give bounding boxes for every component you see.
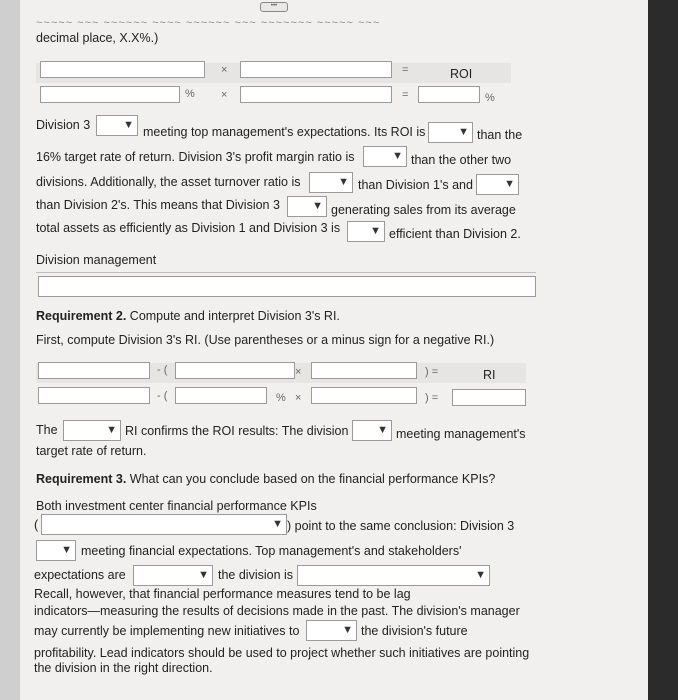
right-margin — [648, 0, 678, 700]
ri-sign-dropdown[interactable] — [63, 420, 121, 441]
expectations-dropdown[interactable] — [133, 565, 213, 586]
ri-label: RI — [483, 368, 496, 382]
chevron-down-icon: ▼ — [342, 624, 353, 636]
close-equals: ) = — [425, 366, 439, 378]
chevron-down-icon: ▼ — [61, 544, 72, 556]
text: than Division 1's and — [358, 178, 473, 192]
text: the division in the right direction. — [34, 661, 213, 675]
text: indicators—measuring the results of decisions made in the past. The division's manager — [34, 604, 520, 618]
percent-sign: % — [485, 92, 495, 104]
roi-label: ROI — [450, 67, 473, 81]
roi-compare-dropdown[interactable] — [428, 122, 473, 143]
initiatives-dropdown[interactable] — [306, 620, 357, 641]
average-assets-input[interactable] — [311, 387, 417, 404]
text: the division is — [218, 568, 294, 582]
chevron-down-icon: ▼ — [123, 119, 134, 131]
text: meeting financial expectations. Top management's and stakeholders' — [81, 544, 462, 558]
chevron-down-icon: ▼ — [392, 150, 403, 162]
text: Both investment center financial performance KPIs — [36, 499, 317, 513]
close-equals: ) = — [425, 392, 439, 404]
efficiency-dropdown[interactable] — [347, 221, 385, 242]
asset-turnover-input[interactable] — [240, 86, 392, 103]
ri-label-input-1[interactable] — [38, 362, 150, 379]
profit-margin-input[interactable] — [40, 86, 180, 103]
requirement-3-text: What can you conclude based on the financial performance KPIs? — [126, 472, 496, 486]
minus-paren: - ( — [157, 364, 168, 376]
chevron-down-icon: ▼ — [272, 518, 283, 530]
more-button[interactable]: ••• — [260, 2, 288, 12]
text: than the — [477, 128, 523, 142]
equals-sign: = — [402, 89, 409, 101]
text: meeting management's — [396, 427, 526, 441]
equals-sign: = — [402, 64, 409, 76]
roi-turnover-label-input[interactable] — [240, 61, 392, 78]
ri-label-input-2[interactable] — [175, 362, 295, 379]
turnover-compare-dropdown-2[interactable] — [476, 174, 519, 195]
text: target rate of return. — [36, 444, 147, 458]
text: profitability. Lead indicators should be used to project whether such initiatives are pointing — [34, 646, 530, 660]
text: efficient than Division 2. — [389, 227, 521, 241]
text: than Division 2's. This means that Division 3 — [36, 198, 280, 212]
text: meeting top management's expectations. Its ROI is — [143, 125, 426, 139]
ri-label-input-3[interactable] — [311, 362, 417, 379]
generating-dropdown[interactable] — [287, 196, 327, 217]
chevron-down-icon: ▼ — [338, 176, 349, 188]
times-sign: × — [221, 89, 228, 101]
text: generating sales from its average — [331, 203, 516, 217]
roi-input[interactable] — [418, 86, 480, 103]
text: than the other two — [411, 153, 512, 167]
text: RI confirms the ROI results: The division — [125, 424, 349, 438]
turnover-compare-dropdown-1[interactable] — [309, 172, 353, 193]
meeting-dropdown[interactable] — [96, 115, 138, 136]
left-margin — [0, 0, 20, 700]
percent-sign: % — [185, 88, 195, 100]
chevron-down-icon: ▼ — [106, 424, 117, 436]
times-sign: × — [295, 392, 302, 404]
percent-sign: % — [276, 392, 286, 404]
text: may currently be implementing new initiatives to — [34, 624, 300, 638]
chevron-down-icon: ▼ — [377, 424, 388, 436]
ri-input[interactable] — [452, 389, 526, 406]
roi-margin-label-input[interactable] — [40, 61, 205, 78]
requirement-3-label: Requirement 3. — [36, 472, 127, 486]
paren: ( — [34, 518, 39, 532]
times-sign: × — [295, 366, 302, 378]
text: 16% target rate of return. Division 3's profit margin ratio is — [36, 150, 355, 164]
text: the division's future — [361, 624, 468, 638]
division-management-label: Division management — [36, 253, 157, 267]
minus-paren: - ( — [157, 390, 168, 402]
requirement-2-title — [36, 309, 340, 324]
chevron-down-icon: ▼ — [370, 225, 381, 237]
text: ) point to the same conclusion: Division 3 — [287, 519, 515, 533]
target-rate-input[interactable] — [175, 387, 267, 404]
faded-text: ~~~~~ ~~~ ~~~~~~ ~~~~ ~~~~~~ ~~~ ~~~~~~~ ~~~~~ ~~~ — [36, 17, 381, 29]
chevron-down-icon: ▼ — [458, 126, 469, 138]
chevron-down-icon: ▼ — [312, 200, 323, 212]
division-management-input[interactable] — [38, 276, 536, 297]
requirement-2-label: Requirement 2. — [36, 309, 127, 323]
requirement-2-text: Compute and interpret Division 3's RI. — [126, 309, 340, 323]
requirement-2-instruction: First, compute Division 3's RI. (Use parentheses or a minus sign for a negative RI.) — [36, 333, 495, 347]
text: total assets as efficiently as Division 1 and Division 3 is — [36, 221, 341, 235]
text: divisions. Additionally, the asset turnover ratio is — [36, 175, 301, 189]
requirement-3-title — [36, 472, 495, 487]
text: Recall, however, that financial performance measures tend to be lag — [34, 587, 411, 601]
divider — [36, 272, 536, 273]
text: Division 3 — [36, 118, 91, 132]
division-is-dropdown[interactable] — [297, 565, 490, 586]
meeting-dropdown-3[interactable] — [36, 540, 76, 561]
kpis-dropdown[interactable] — [41, 514, 287, 535]
chevron-down-icon: ▼ — [475, 569, 486, 581]
text: expectations are — [34, 568, 126, 582]
meeting-dropdown-2[interactable] — [352, 420, 392, 441]
profit-margin-compare-dropdown[interactable] — [363, 146, 407, 167]
chevron-down-icon: ▼ — [198, 569, 209, 581]
chevron-down-icon: ▼ — [504, 178, 515, 190]
instruction-fragment: decimal place, X.X%.) — [36, 31, 159, 45]
times-sign: × — [221, 64, 228, 76]
operating-income-input[interactable] — [38, 387, 150, 404]
text: The — [36, 423, 58, 437]
